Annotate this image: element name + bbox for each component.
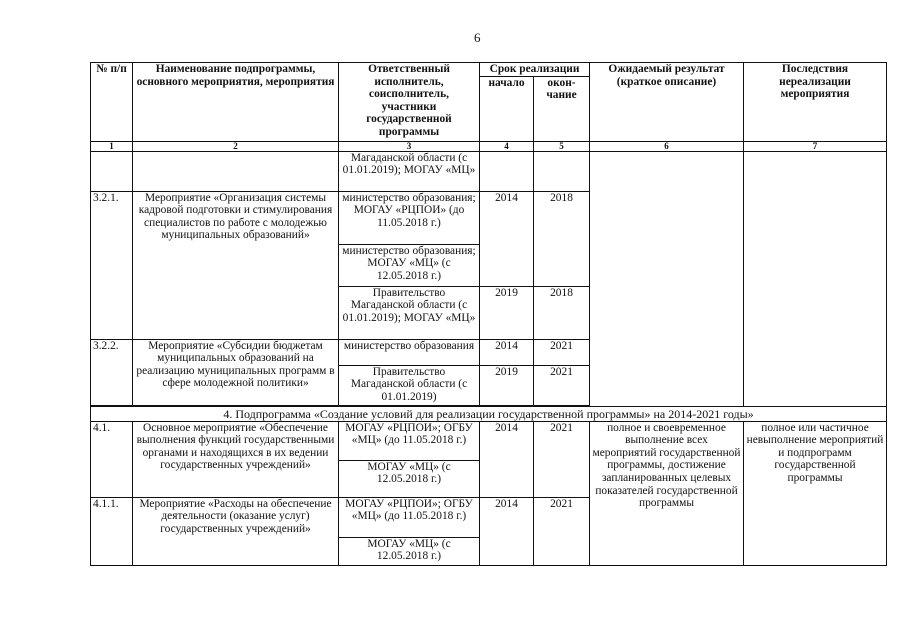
row-321-end1: 2018 bbox=[534, 191, 590, 286]
row-321-name: Мероприятие «Организация системы кадровой подготовки и стимулирования специалистов по работе с молодежью муниципальных образований» bbox=[133, 191, 339, 339]
row-41-exec1: МОГАУ «РЦПОИ»; ОГБУ «МЦ» (до 11.05.2018 г.) bbox=[339, 421, 480, 460]
row-cont-executor: Магаданской области (с 01.01.2019); МОГАУ «МЦ» bbox=[339, 151, 480, 191]
row-41-exec2: МОГАУ «МЦ» (с 12.05.2018 г.) bbox=[339, 460, 480, 497]
table-cell bbox=[91, 151, 133, 191]
row-322-start2: 2019 bbox=[480, 365, 534, 405]
program-table bbox=[90, 62, 887, 566]
row-321-start2: 2019 bbox=[480, 286, 534, 339]
page-number: 6 bbox=[474, 30, 481, 45]
header-consequence: Последствия нереализации мероприятия bbox=[744, 63, 887, 142]
col-number: 5 bbox=[534, 141, 590, 151]
header-executor: Ответственный исполнитель, соисполнитель, участники государственной программы bbox=[339, 63, 480, 142]
col-number: 1 bbox=[91, 141, 133, 151]
table-cell bbox=[480, 151, 534, 191]
row-411-name: Мероприятие «Расходы на обеспечение деятельности (оказание услуг) государственных учреждений» bbox=[133, 497, 339, 565]
col-number: 6 bbox=[590, 141, 744, 151]
col-number: 4 bbox=[480, 141, 534, 151]
header-term: Срок реализации bbox=[480, 63, 590, 77]
row-322-exec1: министерство образования bbox=[339, 339, 480, 365]
header-number: № п/п bbox=[91, 63, 133, 142]
result-cell-empty bbox=[590, 151, 744, 406]
table-cell bbox=[133, 151, 339, 191]
header-name: Наименование подпрограммы, основного мероприятия, мероприятия bbox=[133, 63, 339, 142]
col-number: 3 bbox=[339, 141, 480, 151]
row-321-end2: 2018 bbox=[534, 286, 590, 339]
row-411-end: 2021 bbox=[534, 497, 590, 565]
row-41-end: 2021 bbox=[534, 421, 590, 497]
row-411-exec1: МОГАУ «РЦПОИ»; ОГБУ «МЦ» (до 11.05.2018 г.) bbox=[339, 497, 480, 537]
row-322-number: 3.2.2. bbox=[91, 339, 133, 405]
header-result: Ожидаемый результат (краткое описание) bbox=[590, 63, 744, 142]
header-end: окон-чание bbox=[534, 76, 590, 141]
row-321-exec3: Правительство Магаданской области (с 01.01.2019); МОГАУ «МЦ» bbox=[339, 286, 480, 339]
row-322-end1: 2021 bbox=[534, 339, 590, 365]
row-322-start1: 2014 bbox=[480, 339, 534, 365]
header-start: начало bbox=[480, 76, 534, 141]
row-41-name: Основное мероприятие «Обеспечение выполнения функций государственными органами и находящихся в их ведении государственных учреждений» bbox=[133, 421, 339, 497]
row-321-exec2: министерство образования; МОГАУ «МЦ» (с 12.05.2018 г.) bbox=[339, 244, 480, 286]
consequence-cell-empty bbox=[744, 151, 887, 406]
row-322-exec2: Правительство Магаданской области (с 01.01.2019) bbox=[339, 365, 480, 405]
row-321-start1: 2014 bbox=[480, 191, 534, 286]
row-322-name: Мероприятие «Субсидии бюджетам муниципальных образований на реализацию муниципальных программ в сфере молодежной политики» bbox=[133, 339, 339, 405]
row-41-start: 2014 bbox=[480, 421, 534, 497]
row-322-end2: 2021 bbox=[534, 365, 590, 405]
row-411-start: 2014 bbox=[480, 497, 534, 565]
table-cell bbox=[534, 151, 590, 191]
row-41-number: 4.1. bbox=[91, 421, 133, 497]
row-321-exec1: министерство образования; МОГАУ «РЦПОИ» (до 11.05.2018 г.) bbox=[339, 191, 480, 244]
col-number: 2 bbox=[133, 141, 339, 151]
section-4-title: 4. Подпрограмма «Создание условий для реализации государственной программы» на 2014-2021 годы» bbox=[91, 406, 887, 421]
row-41-consequence: полное или частичное невыполнение мероприятий и подпрограмм государственной программы bbox=[744, 421, 887, 565]
row-321-number: 3.2.1. bbox=[91, 191, 133, 339]
row-41-result: полное и своевременное выполнение всех мероприятий государственной программы, достижение запланированных целевых показателей государственной программы bbox=[590, 421, 744, 565]
row-411-exec2: МОГАУ «МЦ» (с 12.05.2018 г.) bbox=[339, 537, 480, 565]
row-411-number: 4.1.1. bbox=[91, 497, 133, 565]
col-number: 7 bbox=[744, 141, 887, 151]
